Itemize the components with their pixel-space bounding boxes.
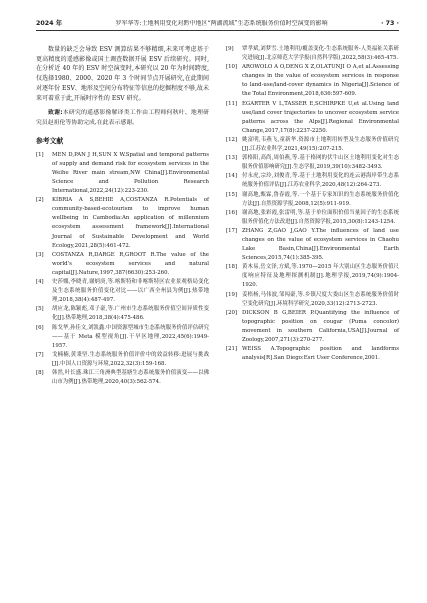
reference-text: 谢高地,张彩霞,张雷明,等.基于单位面积价值当量因子的生态系统服务价值化方法改进[J].自然资源学报,2015,30(8):1243-1254. — [242, 209, 399, 225]
reference-number: [17] — [226, 227, 238, 234]
right-column — [226, 45, 399, 387]
reference-item — [36, 305, 209, 323]
acknowledgement — [36, 109, 209, 128]
reference-number: [13] — [226, 155, 238, 162]
reference-text: ZHANG Z,GAO J,GAO Y.The influences of land use changes on the value of ecosystem services in Chaohu Lake Basin,China[J].Environmental Earth Sciences,2015,74(1):385-395. — [242, 227, 399, 262]
reference-number: [8] — [36, 369, 44, 376]
reference-number: [11] — [226, 100, 238, 107]
reference-number: [1] — [36, 151, 44, 158]
reference-number: [20] — [226, 309, 238, 316]
reference-text: 姜梧杨,马伟波,邹闯豪,等.乡镇尺度大娄山区生态系统服务价值时空变化研究[J].环境科学研究,2020,33(12):2713-2723. — [242, 291, 399, 307]
header-running-title: 罗军华等:土地利用变化对黔中地区“两湖流域”生态系统服务价值时空演变的影响 — [115, 20, 328, 27]
reference-number: [3] — [36, 251, 44, 258]
reference-text: 付永虎,宗玲,刘俊青,等.基于土地利用变化的连云港海岸带生态系统服务价值评估[J].江苏农业科学,2020,48(12):264-273. — [242, 173, 399, 189]
reference-item — [36, 324, 209, 351]
reference-item — [226, 227, 399, 263]
reference-text: AROWOLO A O,DENG X Z,OLATUNJI O A,et al.Assessing changes in the value of ecosystem services in response to land-use/land-cover dynamics in Nigeria[J].Science of the Total Environment,2018,636:597-609. — [242, 64, 399, 98]
reference-number: [2] — [36, 197, 44, 204]
reference-item — [226, 191, 399, 209]
reference-number: [15] — [226, 191, 238, 198]
reference-number: [5] — [36, 306, 44, 313]
reference-number: [19] — [226, 291, 238, 298]
reference-text: 谢高地,甄霖,鲁春霞,等.一个基于专家知识的生态系统服务价值化方法[J].自然资源学报,2008,12(5):911-919. — [242, 191, 399, 207]
reference-text: 黄木易,岳文泽,方斌,等.1970—2015 年大别山区生态服务价值尺度响应特征及地理探测机制[J].地理学报,2019,74(9):1904-1920. — [242, 264, 399, 289]
body-paragraph: 数量的缺乏会导致 ESV 测算结果不够精细,未来可考虑基于更高精度的遥感影像或国土调查数据开展 ESV 后续研究。同时,在分析近 40 年的 ESV 时空演变时,本研究以 20 年为时间跨度,仅选择1980、2000、2020 年 3 个时间节点开展研究,在此期间对逐年份 ESV、地形及空间分布特征等信息的挖掘程度不够,故未来可着重于此,开展时序性的 ESV 研究。 — [36, 46, 209, 102]
reference-item — [36, 251, 209, 278]
reference-text: EGARTER V L,TASSER E,SCHIRPKE U,et al.Using land use/land cover trajectories to uncover ecosystem service patterns across the Alps[J].Regional Environmental Change,2017,17(8):2237-2250. — [242, 100, 399, 134]
reference-item — [226, 136, 399, 154]
reference-number: [6] — [36, 324, 44, 331]
reference-text: 覃孝斌,刘梦雪.土地利用/覆盖变化-生态系统服务-人类福祉关系研究进展[J].北京师范大学学报(自然科学版),2022,58(3):465-475. — [242, 46, 399, 62]
reference-number: [4] — [36, 279, 44, 286]
reference-text: 胡应龙,陈颖彪,邓子豪,等.广州市生态系统服务价值空间异质性变化[J].热带地理,2018,38(4):475-486. — [52, 306, 209, 322]
reference-text: 韩然,叶长盛.珠江三角洲典型基塘生态系统服务价值演变——以佛山市为例[J].热带地理,2020,40(3):562-574. — [52, 369, 209, 386]
reference-item — [226, 100, 399, 136]
reference-item — [226, 291, 399, 309]
reference-item — [226, 345, 399, 363]
reference-item — [226, 209, 399, 227]
reference-item — [226, 154, 399, 172]
reference-item — [36, 196, 209, 251]
reference-item — [36, 351, 209, 369]
reference-text: WEISS A.Topographic position and landforms analysis[R].San Diego:Esri User Conference,2001. — [242, 346, 399, 362]
reference-text: 史莎娜,李晓青,谢炳庚,等.喀斯特和非喀斯特区农业景观格局变化及生态系统服务价值变化对比——以广西全州县为例[J].热带地理,2018,38(4):487-497. — [52, 279, 209, 304]
reference-item — [226, 45, 399, 63]
reference-list-left — [36, 151, 209, 387]
reference-text: 郭格阳,高尚,周伯燕,等.基于格网的伏牛山区土地利用变化对生态服务价值影响研究[J].生态学报,2019,39(10):3482-3493. — [242, 155, 399, 171]
reference-text: DICKSON B G,BEIER P.Quantifying the influence of topographic position on cougar (Puma concolor) movement in southern California,USA[J].Journal of Zoology,2007,271(3):270-277. — [242, 309, 399, 343]
reference-text: 姚富明,韦燕飞,童新华.资源市土地利用转型及生态服务价值研究[J].江苏农业科学,2021,49(15):207-215. — [242, 136, 399, 153]
reference-number: [7] — [36, 351, 44, 358]
reference-text: 陈戈华,孙佳文,刘凯鑫.中国资源型城市生态系统服务价值评估研究——基于 Meta 模型视角[J].干旱区地理,2022,45(6):1949-1957. — [52, 324, 209, 349]
reference-item — [226, 63, 399, 99]
reference-list-right — [226, 45, 399, 363]
reference-item — [36, 151, 209, 196]
acknowledgement-text: 本研究的遥感影像解译类工作由工程师何秋叶、地理研究员赵祖伦等协助完成,在此表示感谢。 — [36, 110, 209, 126]
reference-text: 戈楠楠,黄秉坚.生态系统服务价值评价中的效益转移:进展与挑战[J].中国人口资源与环境,2022,32(3):159-168. — [52, 351, 209, 367]
reference-number: [16] — [226, 209, 238, 216]
reference-number: [12] — [226, 136, 238, 143]
reference-number: [18] — [226, 264, 238, 271]
reference-text: COSTANZA R,DARGE R,GROOT R.The value of the world's ecosystem services and natural capital[J].Nature,1997,387(6630):253-260. — [52, 251, 209, 276]
reference-text: MEN D,PAN J H,SUN X W.Spatial and temporal patterns of supply and demand risk for ecosystem services in the Weihe River main stream,NW China[J].Environmental Science and Pollution Research International,2022,24(12):223-230. — [52, 151, 209, 195]
left-column — [36, 45, 209, 387]
reference-number: [10] — [226, 64, 238, 71]
two-column-body — [36, 45, 399, 387]
reference-item — [226, 172, 399, 190]
header-page-number: · 73 · — [381, 20, 399, 27]
reference-item — [36, 369, 209, 387]
reference-number: [21] — [226, 346, 238, 353]
reference-item — [226, 309, 399, 345]
reference-number: [9] — [226, 46, 234, 52]
header-year: 2024 年 — [36, 20, 63, 27]
reference-number: [14] — [226, 173, 238, 180]
acknowledgement-label: 致谢: — [48, 110, 63, 117]
reference-text: KIBRIA A S,BEHIE A,COSTANZA R.Potentials of community-based-ecotourism to improve human wellbeing in Cambodia:An application of millennium ecosystem assessment framework[J].International Journal of Sustainable Development and World Ecology,2021,28(5):461-472. — [52, 197, 209, 249]
running-header — [36, 0, 399, 31]
reference-item — [36, 278, 209, 305]
reference-item — [226, 263, 399, 290]
references-heading: 参考文献 — [36, 137, 64, 146]
